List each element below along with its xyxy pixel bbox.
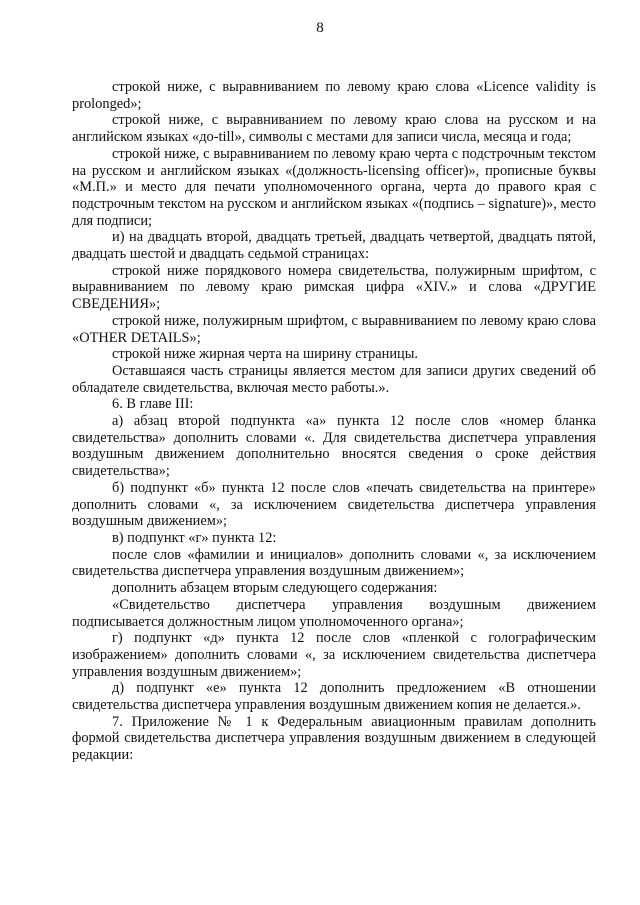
paragraph: в) подпункт «г» пункта 12:	[112, 529, 277, 546]
paragraph: после слов «фамилии и инициалов» дополнить словами «, за исключением свидетельства диспетчера управления воздушным движением»;	[72, 546, 596, 580]
page-number: 8	[316, 20, 324, 36]
paragraph: Оставшаяся часть страницы является местом для записи других сведений об обладателе свидетельства, включая место работы.».	[72, 362, 596, 396]
paragraph: дополнить абзацем вторым следующего содержания:	[112, 580, 438, 597]
document-body	[72, 79, 596, 764]
paragraph: строкой ниже, полужирным шрифтом, с выравниванием по левому краю слова «OTHER DETAILS»;	[72, 312, 596, 346]
paragraph: д) подпункт «е» пункта 12 дополнить предложением «В отношении свидетельства диспетчера управления воздушным движением копия не делается.».	[72, 680, 596, 714]
paragraph: строкой ниже, с выравниванием по левому краю слова «Licence validity is prolonged»;	[72, 79, 596, 112]
paragraph: 7. Приложение № 1 к Федеральным авиационным правилам дополнить формой свидетельства диспетчера управления воздушным движением в следующей редакции:	[72, 713, 596, 764]
paragraph: г) подпункт «д» пункта 12 после слов «пленкой с голографическим изображением» дополнить словами «, за исключением свидетельства диспетчера управления воздушным движением»;	[72, 630, 596, 680]
paragraph: строкой ниже жирная черта на ширину страницы.	[112, 346, 419, 363]
paragraph: строкой ниже, с выравниванием по левому краю слова на русском и на английском языках «до-till», символы с местами для записи числа, месяца и года;	[72, 112, 596, 146]
paragraph: строкой ниже, с выравниванием по левому краю черта с подстрочным текстом на русском и английском языках «(должность-licensing officer)», прописные буквы «М.П.» и место для печати уполномоченного органа, черта до правого края с подстрочным текстом на русском и английском языках «(подпись – signature)», место для подписи;	[72, 145, 596, 229]
paragraph: б) подпункт «б» пункта 12 после слов «печать свидетельства на принтере» дополнить словами «, за исключением свидетельства диспетчера управления воздушным движением»;	[72, 479, 596, 530]
paragraph: и) на двадцать второй, двадцать третьей, двадцать четвертой, двадцать пятой, двадцать шестой и двадцать седьмой страницах:	[72, 229, 596, 263]
paragraph: «Свидетельство диспетчера управления воздушным движением подписывается должностным лицом уполномоченного органа»;	[72, 596, 596, 630]
paragraph: а) абзац второй подпункта «а» пункта 12 после слов «номер бланка свидетельства» дополнить словами «. Для свидетельства диспетчера управления воздушным движением дополнительно вносятся сведения о сроке действия свидетельства»;	[72, 413, 596, 480]
paragraph: 6. В главе III:	[112, 396, 194, 413]
paragraph: строкой ниже порядкового номера свидетельства, полужирным шрифтом, с выравниванием по левому краю римская цифра «XIV.» и слова «ДРУГИЕ СВЕДЕНИЯ»;	[72, 262, 596, 313]
